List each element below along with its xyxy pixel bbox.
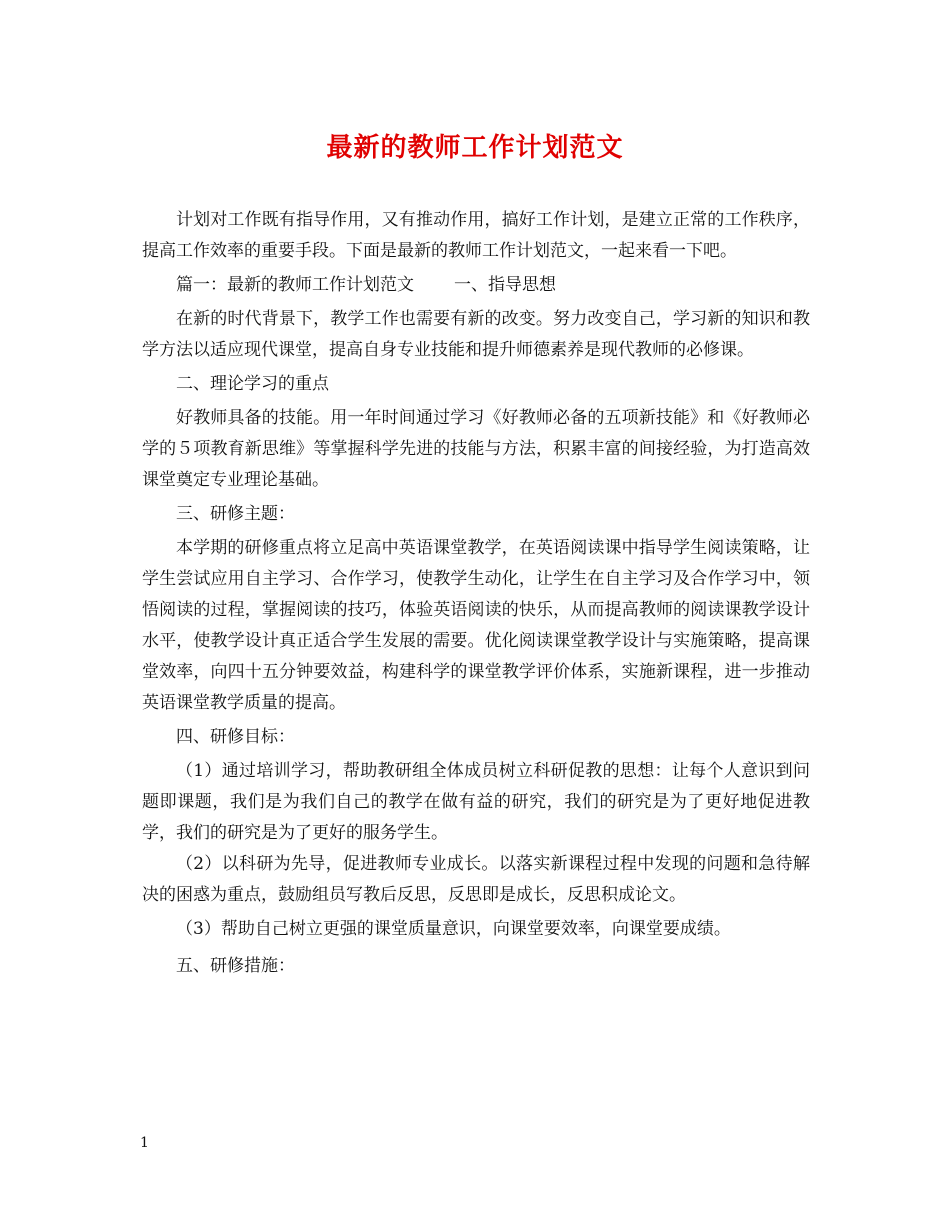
intro-paragraph: 计划对工作既有指导作用，又有推动作用，搞好工作计划，是建立正常的工作秩序，提高工作效率的重要手段。下面是最新的教师工作计划范文，一起来看一下吧。 [142,210,810,261]
heading-study-measures: 五、研修措施： [176,956,295,976]
heading-theory-study: 二、理论学习的重点 [176,374,329,394]
document-body [142,205,810,985]
section-label: 篇一：最新的教师工作计划范文 [176,275,414,295]
guiding-thought-paragraph: 在新的时代背景下，教学工作也需要有新的改变。努力改变自己，学习新的知识和教学方法以适应现代课堂，提高自身专业技能和提升师德素养是现代教师的必修课。 [142,309,810,360]
heading-study-goals: 四、研修目标： [176,727,295,747]
goal-item-1: （1）通过培训学习，帮助教研组全体成员树立科研促教的思想：让每个人意识到问题即课题，我们是为我们自己的教学在做有益的研究，我们的研究是为了更好地促进教学，我们的研究是为了更好的服务学生。 [142,761,810,843]
document-title: 最新的教师工作计划范文 [326,133,624,163]
section-heading-line [142,267,810,304]
theory-study-paragraph: 好教师具备的技能。用一年时间通过学习《好教师必备的五项新技能》和《好教师必学的５项教育新思维》等掌握科学先进的技能与方法，积累丰富的间接经验，为打造高效课堂奠定专业理论基础。 [142,408,810,490]
heading-guiding-thought: 一、指导思想 [454,275,556,295]
page-number: 1 [140,1135,149,1151]
goal-item-3: （3）帮助自己树立更强的课堂质量意识，向课堂要效率，向课堂要成绩。 [176,919,731,939]
heading-study-theme: 三、研修主题： [176,504,295,524]
study-theme-paragraph: 本学期的研修重点将立足高中英语课堂教学，在英语阅读课中指导学生阅读策略，让学生尝试应用自主学习、合作学习，使教学生动化，让学生在自主学习及合作学习中，领悟阅读的过程，掌握阅读的技巧，体验英语阅读的快乐，从而提高教师的阅读课教学设计水平，使教学设计真正适合学生发展的需要。优化阅读课堂教学设计与实施策略，提高课堂效率，向四十五分钟要效益，构建科学的课堂教学评价体系，实施新课程，进一步推动英语课堂教学质量的提高。 [142,538,810,713]
goal-item-2: （2）以科研为先导，促进教师专业成长。以落实新课程过程中发现的问题和急待解决的困惑为重点，鼓励组员写教后反思，反思即是成长，反思积成论文。 [142,854,810,905]
